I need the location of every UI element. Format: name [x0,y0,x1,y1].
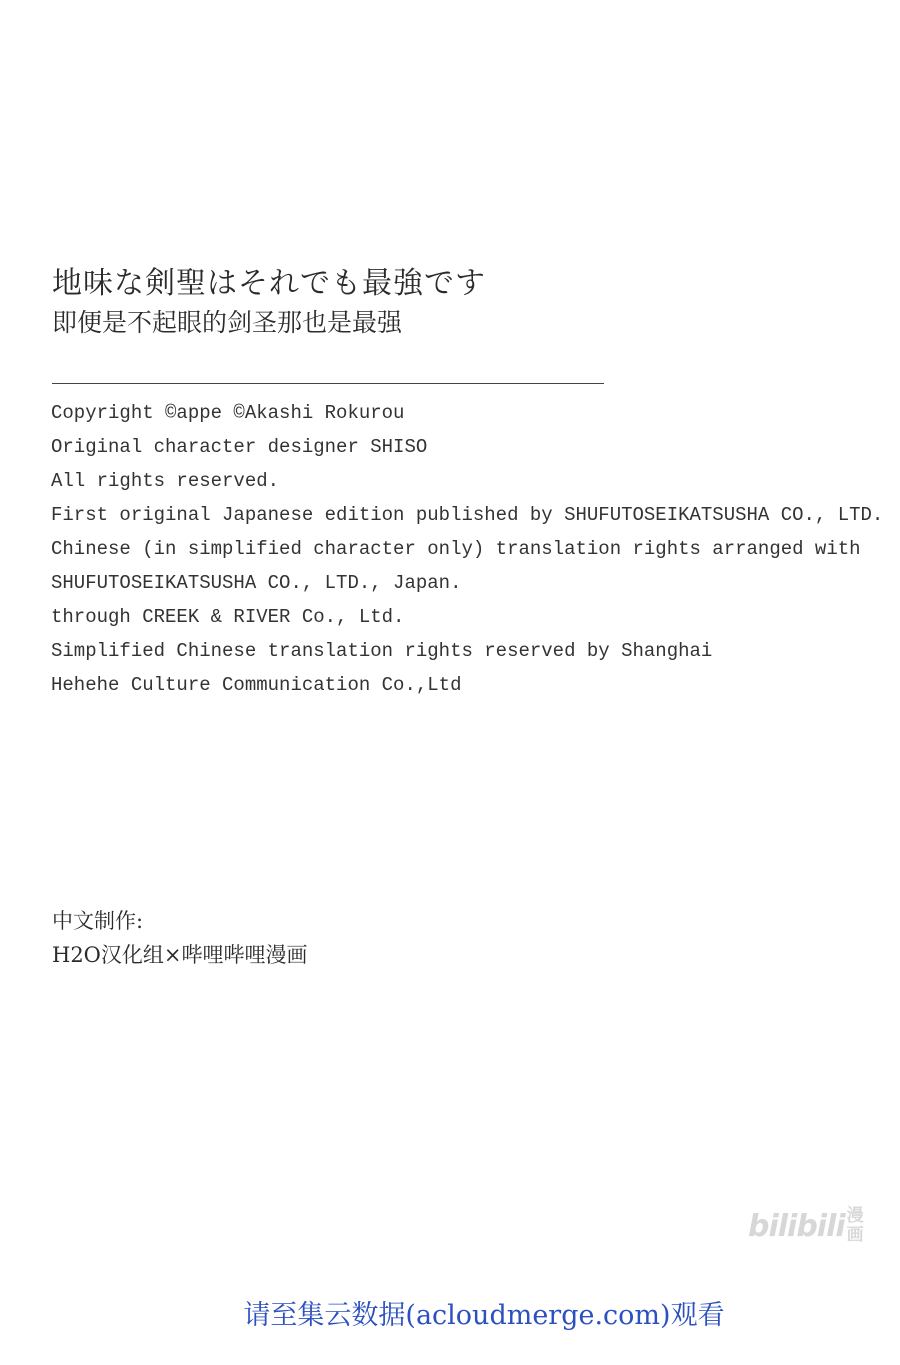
copyright-line: All rights reserved. [51,470,280,492]
bilibili-wordmark: bilibili [748,1208,845,1244]
manhua-char-2: 画 [846,1225,864,1245]
copyright-line: Chinese (in simplified character only) translation rights arranged with [51,538,861,560]
manhua-char-1: 漫 [846,1206,864,1226]
credits-team: H2O汉化组×哔哩哔哩漫画 [52,943,308,967]
copyright-line: Original character designer SHISO [51,436,428,458]
copyright-notice [51,396,883,702]
copyright-line: Hehehe Culture Communication Co.,Ltd [51,674,462,696]
title-block [52,262,486,340]
credits-heading: 中文制作: [52,909,144,933]
chinese-title: 即便是不起眼的剑圣那也是最强 [52,308,403,337]
copyright-line: SHUFUTOSEIKATSUSHA CO., LTD., Japan. [51,572,462,594]
manhua-mark [847,1207,864,1245]
copyright-line: through CREEK & RIVER Co., Ltd. [51,606,405,628]
production-credits [52,904,308,972]
copyright-line: First original Japanese edition published by SHUFUTOSEIKATSUSHA CO., LTD. [51,504,884,526]
copyright-line: Simplified Chinese translation rights reserved by Shanghai [51,640,713,662]
japanese-title: 地味な剣聖はそれでも最強です [52,266,486,301]
source-link[interactable]: 请至集云数据(acloudmerge.com)观看 [243,1300,725,1331]
bilibili-manhua-logo [748,1203,870,1249]
copyright-line: Copyright ©appe ©Akashi Rokurou [51,402,405,424]
title-divider [52,383,604,384]
